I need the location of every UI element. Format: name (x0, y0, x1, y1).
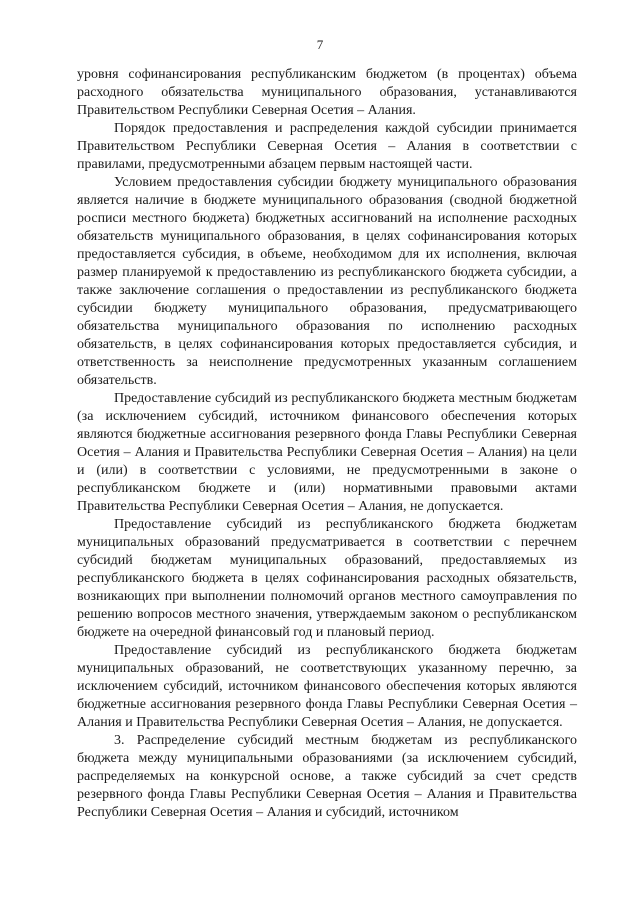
paragraph-distribution: 3. Распределение субсидий местным бюджетам из республиканского бюджета между муниципальными образованиями (за исключением субсидий, распределяемых на конкурсной основе, а также субсидий за счет средств резервного фонда Главы Республики Северная Осетия – Алания и Правительства Республики Северная Осетия – Алания и субсидий, источником (77, 733, 577, 820)
paragraph-continuation: уровня софинансирования республиканским бюджетом (в процентах) объема расходного обязательства муниципального образования, устанавливаются Правительством Республики Северная Осетия – Алания. (77, 67, 577, 118)
paragraph-procedure: Порядок предоставления и распределения каждой субсидии принимается Правительством Республики Северная Осетия – Алания в соответствии с правилами, предусмотренными абзацем первым настоящей части. (77, 121, 577, 172)
paragraph-list-of-subsidies: Предоставление субсидий из республиканского бюджета бюджетам муниципальных образований предусматривается в соответствии с перечнем субсидий бюджетам муниципальных образований, предоставляемых из республиканского бюджета в целях софинансирования расходных обязательств, возникающих при выполнении полномочий органов местного самоуправления по решению вопросов местного значения, утверждаемым законом о республиканском бюджете на очередной финансовый год и плановый период. (77, 517, 577, 640)
page-number: 7 (316, 37, 324, 52)
paragraph-prohibition-list: Предоставление субсидий из республиканского бюджета бюджетам муниципальных образований, не соответствующих указанному перечню, за исключением субсидий, источником финансового обеспечения которых являются бюджетные ассигнования резервного фонда Главы Республики Северная Осетия – Алания и Правительства Республики Северная Осетия – Алания, не допускается. (77, 643, 577, 730)
paragraph-prohibition-purposes: Предоставление субсидий из республиканского бюджета местным бюджетам (за исключением субсидий, источником финансового обеспечения которых являются бюджетные ассигнования резервного фонда Главы Республики Северная Осетия – Алания и Правительства Республики Северная Осетия – Алания) на цели и (или) в соответствии с условиями, не предусмотренными в законе о республиканском бюджете и (или) нормативными правовыми актами Правительства Республики Северная Осетия – Алания, не допускается. (77, 391, 577, 514)
paragraph-condition: Условием предоставления субсидии бюджету муниципального образования является наличие в бюджете муниципального образования (сводной бюджетной росписи местного бюджета) бюджетных ассигнований на исполнение расходных обязательств муниципального образования, в целях софинансирования которых предоставляется субсидия, в объеме, необходимом для их исполнения, включая размер планируемой к предоставлению из республиканского бюджета субсидии, а также заключение соглашения о предоставлении из республиканского бюджета субсидии бюджету муниципального образования, предусматривающего обязательства муниципального образования по исполнению расходных обязательств, в целях софинансирования которых предоставляется субсидия, и ответственность за неисполнение предусмотренных указанным соглашением обязательств. (77, 175, 577, 388)
document-body (77, 66, 577, 822)
